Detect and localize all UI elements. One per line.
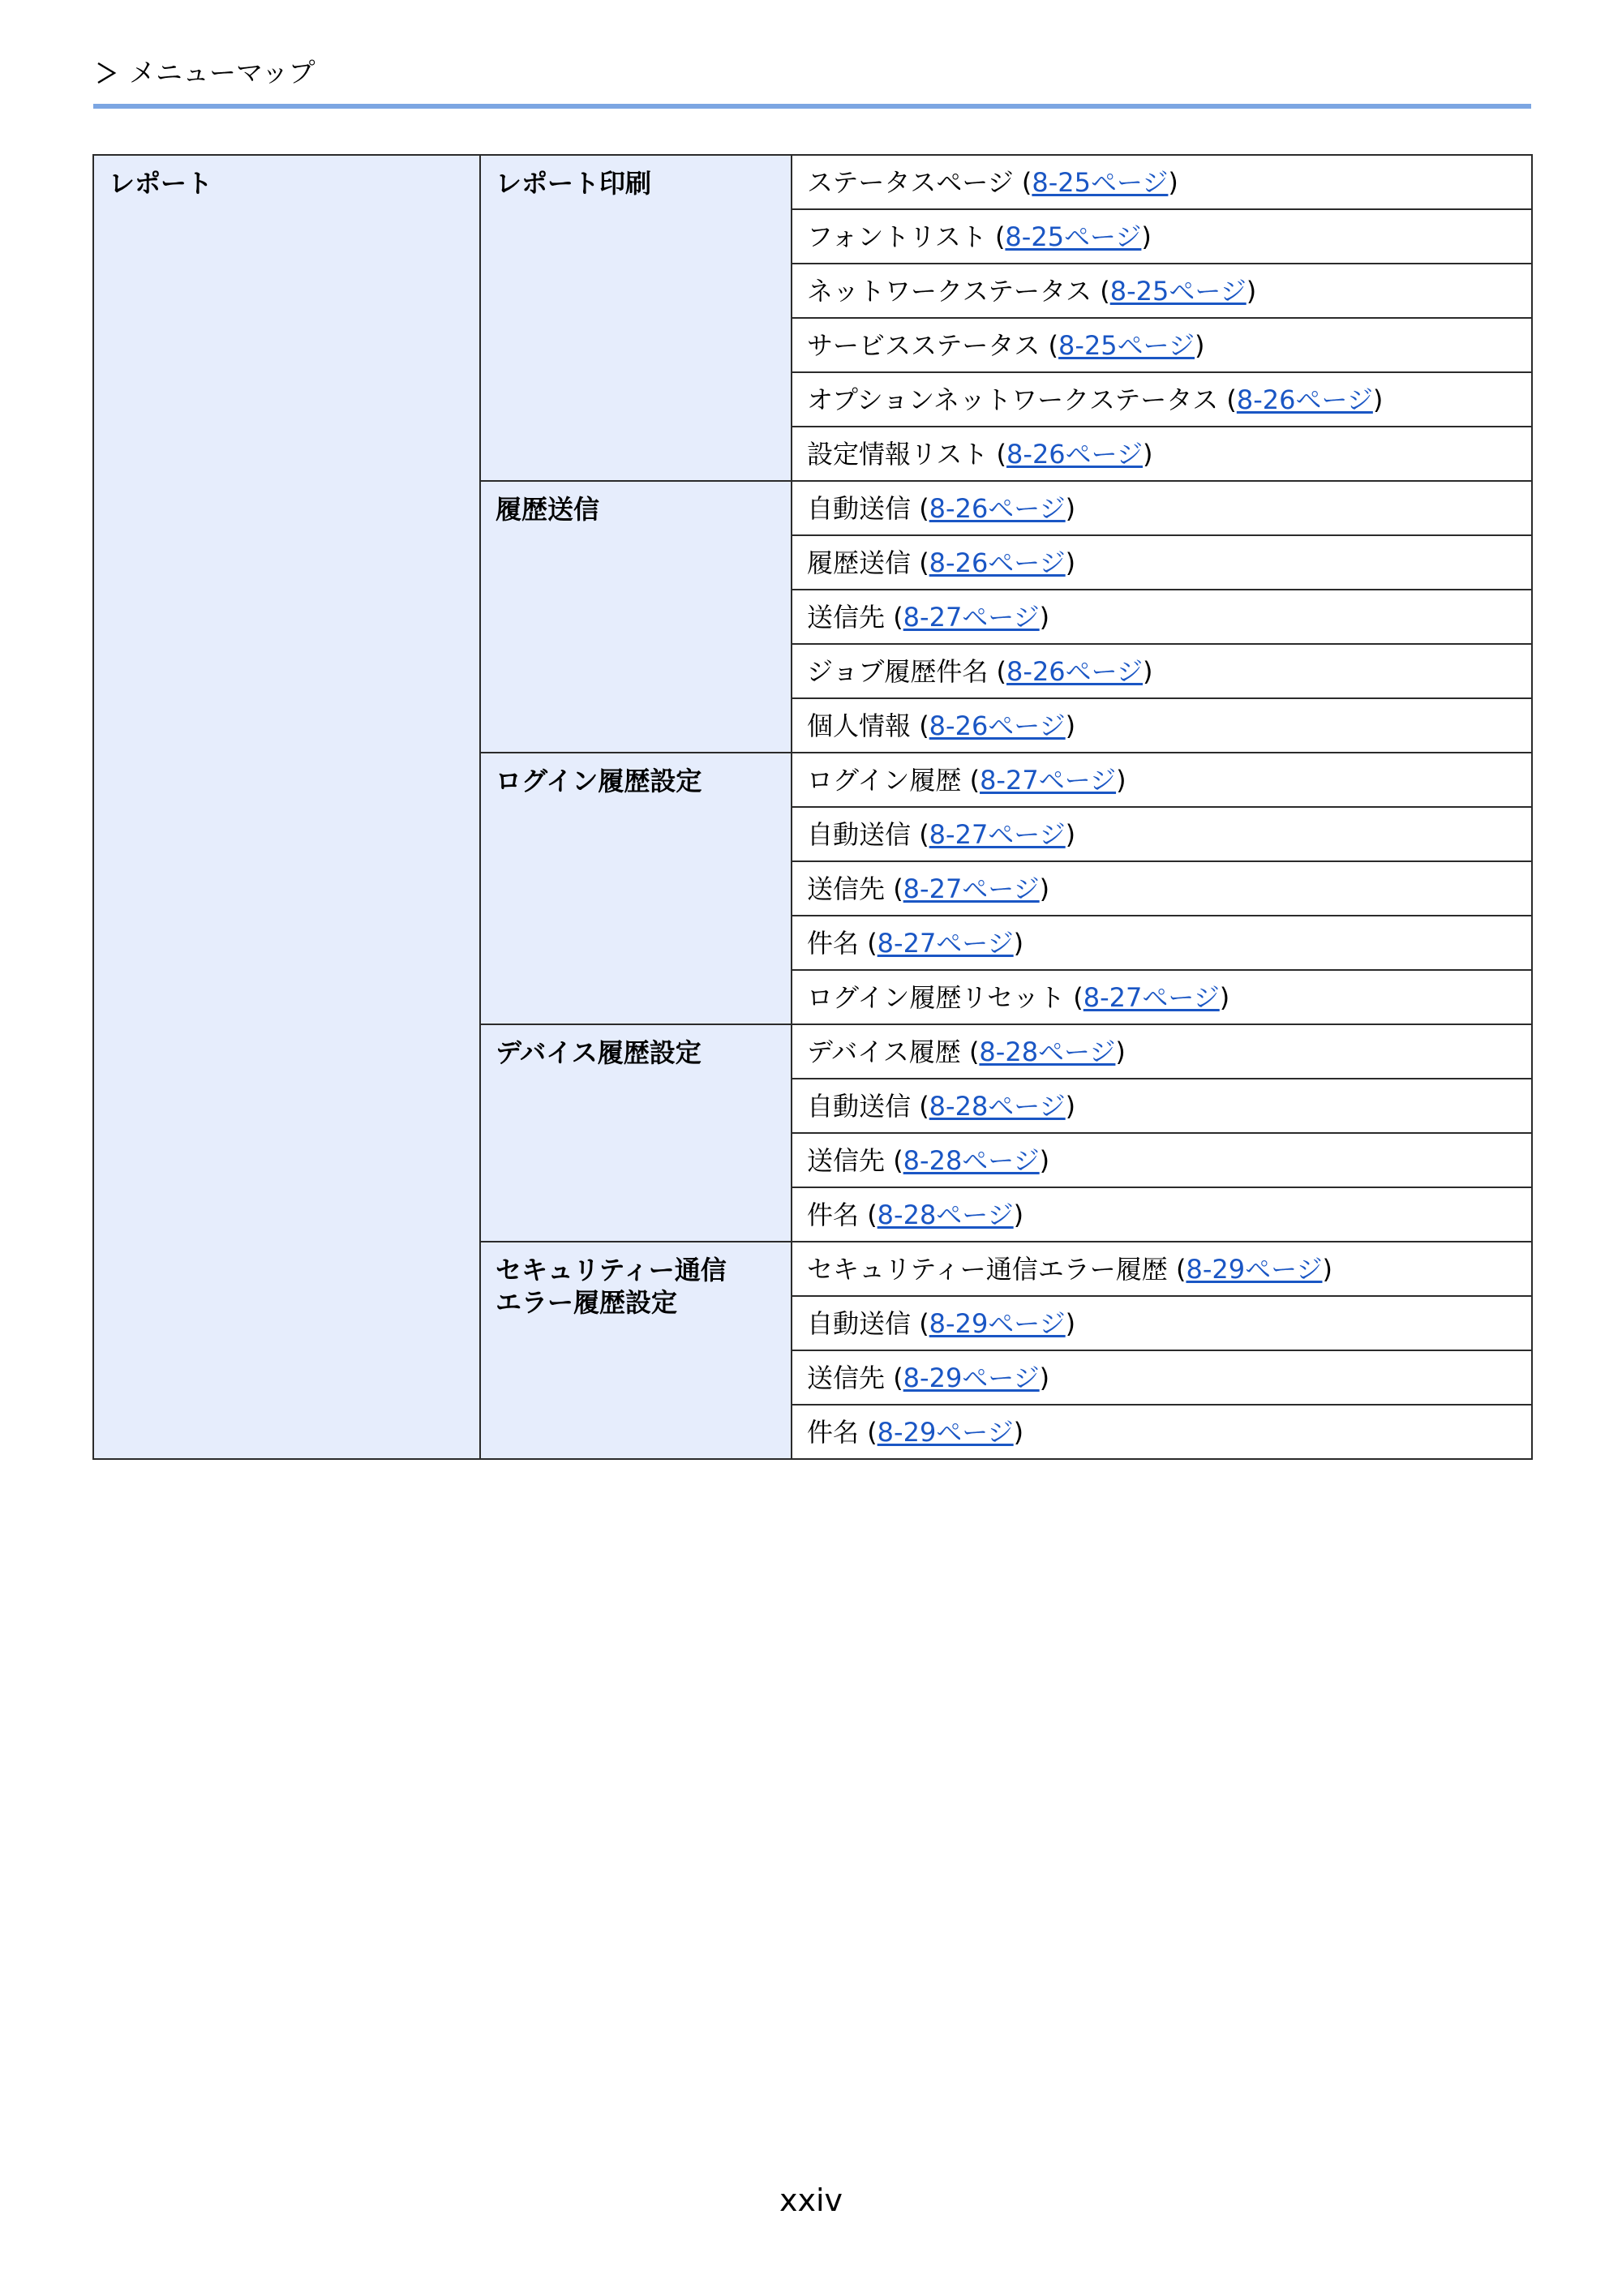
paren-open: ( bbox=[885, 873, 903, 904]
menu-item-cell bbox=[792, 1405, 1532, 1459]
menu-item-label: 件名 bbox=[807, 1416, 860, 1448]
page-number: xxiv bbox=[779, 2182, 843, 2218]
header-divider bbox=[93, 104, 1531, 109]
menu-item-label: 履歴送信 bbox=[807, 547, 912, 578]
menu-map-table bbox=[92, 154, 1533, 1460]
subcategory-label: エラー履歴設定 bbox=[496, 1287, 678, 1318]
page-reference-link[interactable]: 8-26ページ bbox=[929, 492, 1066, 524]
menu-item-cell bbox=[792, 807, 1532, 861]
menu-item-label: オプションネットワークステータス bbox=[807, 384, 1219, 415]
paren-open: ( bbox=[911, 547, 929, 578]
subcategory-cell bbox=[480, 1242, 792, 1459]
paren-close: ) bbox=[1013, 1416, 1024, 1448]
subcategory-label: レポート印刷 bbox=[496, 168, 652, 199]
paren-open: ( bbox=[885, 1362, 903, 1393]
paren-close: ) bbox=[1195, 329, 1205, 361]
paren-open: ( bbox=[1092, 275, 1110, 307]
paren-open: ( bbox=[988, 655, 1007, 687]
paren-open: ( bbox=[1167, 1253, 1186, 1285]
paren-close: ) bbox=[1065, 818, 1076, 850]
subcategory-label: デバイス履歴設定 bbox=[496, 1037, 702, 1068]
menu-item-cell bbox=[792, 1187, 1532, 1242]
paren-close: ) bbox=[1322, 1253, 1332, 1285]
paren-close: ) bbox=[1116, 764, 1126, 796]
paren-open: ( bbox=[911, 1090, 929, 1122]
menu-item-label: 送信先 bbox=[807, 1144, 886, 1176]
menu-item-cell bbox=[792, 753, 1532, 807]
paren-close: ) bbox=[1168, 166, 1178, 198]
paren-open: ( bbox=[1040, 329, 1059, 361]
paren-close: ) bbox=[1039, 1144, 1050, 1176]
menu-item-cell bbox=[792, 1133, 1532, 1187]
paren-open: ( bbox=[911, 492, 929, 524]
paren-open: ( bbox=[859, 1199, 878, 1230]
chevron-right-icon bbox=[93, 60, 119, 86]
menu-item-label: フォントリスト bbox=[807, 221, 987, 252]
page-reference-link[interactable]: 8-26ページ bbox=[929, 547, 1066, 578]
menu-item-cell bbox=[792, 916, 1532, 970]
paren-open: ( bbox=[885, 1144, 903, 1176]
subcategory-label: ログイン履歴設定 bbox=[496, 766, 702, 796]
page-reference-link[interactable]: 8-25ページ bbox=[1032, 166, 1169, 198]
menu-item-label: ジョブ履歴件名 bbox=[807, 655, 989, 687]
paren-close: ) bbox=[1246, 275, 1257, 307]
menu-item-label: 送信先 bbox=[807, 601, 886, 633]
menu-map-body bbox=[93, 155, 1532, 1459]
menu-item-cell bbox=[792, 264, 1532, 318]
paren-close: ) bbox=[1039, 873, 1050, 904]
menu-item-cell bbox=[792, 1242, 1532, 1296]
menu-item-cell bbox=[792, 535, 1532, 590]
paren-close: ) bbox=[1372, 384, 1384, 415]
paren-open: ( bbox=[986, 221, 1006, 252]
subcategory-label: 履歴送信 bbox=[496, 494, 600, 525]
menu-item-label: ステータスページ bbox=[807, 166, 1014, 198]
menu-item-cell bbox=[792, 644, 1532, 698]
subcategory-cell bbox=[480, 753, 792, 1024]
paren-close: ) bbox=[1013, 1199, 1024, 1230]
menu-item-cell bbox=[792, 590, 1532, 644]
page-reference-link[interactable]: 8-29ページ bbox=[903, 1362, 1040, 1393]
category-cell: レポート bbox=[93, 155, 480, 1459]
menu-item-label: 個人情報 bbox=[807, 710, 912, 741]
paren-close: ) bbox=[1065, 1090, 1076, 1122]
menu-item-label: セキュリティー通信エラー履歴 bbox=[807, 1253, 1168, 1285]
paren-open: ( bbox=[859, 1416, 878, 1448]
page-reference-link[interactable]: 8-26ページ bbox=[929, 710, 1066, 741]
paren-open: ( bbox=[885, 601, 903, 633]
page-reference-link[interactable]: 8-26ページ bbox=[1236, 384, 1373, 415]
page-reference-link[interactable]: 8-28ページ bbox=[877, 1199, 1014, 1230]
menu-item-label: ネットワークステータス bbox=[807, 275, 1092, 307]
page-reference-link[interactable]: 8-26ページ bbox=[1006, 655, 1144, 687]
menu-item-label: 件名 bbox=[807, 927, 860, 959]
paren-close: ) bbox=[1143, 438, 1153, 470]
page-reference-link[interactable]: 8-27ページ bbox=[903, 873, 1040, 904]
paren-open: ( bbox=[911, 710, 929, 741]
menu-item-cell bbox=[792, 1079, 1532, 1133]
menu-row bbox=[93, 155, 1532, 209]
paren-close: ) bbox=[1115, 1036, 1126, 1067]
paren-close: ) bbox=[1065, 492, 1076, 524]
menu-item-cell bbox=[792, 861, 1532, 916]
page-reference-link[interactable]: 8-26ページ bbox=[1006, 438, 1144, 470]
paren-close: ) bbox=[1141, 221, 1152, 252]
page-reference-link[interactable]: 8-27ページ bbox=[980, 764, 1117, 796]
paren-close: ) bbox=[1065, 547, 1076, 578]
menu-item-cell bbox=[792, 427, 1532, 481]
subcategory-cell bbox=[480, 481, 792, 753]
menu-item-cell bbox=[792, 209, 1532, 264]
menu-item-cell bbox=[792, 1296, 1532, 1350]
menu-item-cell bbox=[792, 318, 1532, 372]
paren-close: ) bbox=[1039, 1362, 1050, 1393]
menu-item-label: 自動送信 bbox=[807, 492, 912, 524]
page-reference-link[interactable]: 8-28ページ bbox=[903, 1144, 1040, 1176]
page-reference-link[interactable]: 8-27ページ bbox=[903, 601, 1040, 633]
paren-open: ( bbox=[961, 764, 980, 796]
menu-item-label: 自動送信 bbox=[807, 1090, 912, 1122]
menu-item-cell bbox=[792, 372, 1532, 427]
subcategory-label: セキュリティー通信 bbox=[496, 1255, 727, 1285]
menu-item-label: 自動送信 bbox=[807, 818, 912, 850]
page-reference-link[interactable]: 8-25ページ bbox=[1109, 275, 1247, 307]
page-reference-link[interactable]: 8-29ページ bbox=[929, 1307, 1066, 1339]
subcategory-cell bbox=[480, 155, 792, 481]
paren-open: ( bbox=[988, 438, 1007, 470]
page-reference-link[interactable]: 8-29ページ bbox=[877, 1416, 1014, 1448]
menu-item-label: 設定情報リスト bbox=[807, 438, 989, 470]
menu-item-cell bbox=[792, 1024, 1532, 1079]
menu-item-label: 送信先 bbox=[807, 1362, 886, 1393]
paren-open: ( bbox=[911, 1307, 929, 1339]
paren-close: ) bbox=[1065, 710, 1076, 741]
paren-close: ) bbox=[1219, 981, 1230, 1013]
paren-open: ( bbox=[911, 818, 929, 850]
paren-open: ( bbox=[1218, 384, 1237, 415]
menu-item-label: ログイン履歴 bbox=[807, 764, 962, 796]
menu-item-label: デバイス履歴 bbox=[807, 1036, 961, 1067]
breadcrumb bbox=[93, 52, 315, 94]
paren-open: ( bbox=[1065, 981, 1083, 1013]
page-reference-link[interactable]: 8-27ページ bbox=[1083, 981, 1220, 1013]
menu-item-label: ログイン履歴リセット bbox=[807, 981, 1066, 1013]
menu-item-label: サービスステータス bbox=[807, 329, 1041, 361]
breadcrumb-label: メニューマップ bbox=[129, 57, 315, 88]
page-reference-link[interactable]: 8-27ページ bbox=[877, 927, 1014, 959]
page-reference-link[interactable]: 8-28ページ bbox=[979, 1036, 1116, 1067]
paren-open: ( bbox=[960, 1036, 980, 1067]
page-reference-link[interactable]: 8-27ページ bbox=[929, 818, 1066, 850]
page-reference-link[interactable]: 8-29ページ bbox=[1186, 1253, 1323, 1285]
menu-item-cell bbox=[792, 970, 1532, 1024]
menu-item-cell bbox=[792, 698, 1532, 753]
paren-close: ) bbox=[1039, 601, 1050, 633]
paren-open: ( bbox=[1013, 166, 1032, 198]
menu-item-label: 送信先 bbox=[807, 873, 886, 904]
menu-item-label: 件名 bbox=[807, 1199, 860, 1230]
subcategory-cell bbox=[480, 1024, 792, 1242]
paren-open: ( bbox=[859, 927, 878, 959]
menu-item-cell bbox=[792, 155, 1532, 209]
menu-item-label: 自動送信 bbox=[807, 1307, 912, 1339]
menu-item-cell bbox=[792, 1350, 1532, 1405]
page-reference-link[interactable]: 8-25ページ bbox=[1005, 221, 1142, 252]
paren-close: ) bbox=[1013, 927, 1024, 959]
paren-close: ) bbox=[1065, 1307, 1076, 1339]
paren-close: ) bbox=[1143, 655, 1153, 687]
page-reference-link[interactable]: 8-28ページ bbox=[929, 1090, 1066, 1122]
menu-item-cell bbox=[792, 481, 1532, 535]
page-reference-link[interactable]: 8-25ページ bbox=[1058, 329, 1195, 361]
